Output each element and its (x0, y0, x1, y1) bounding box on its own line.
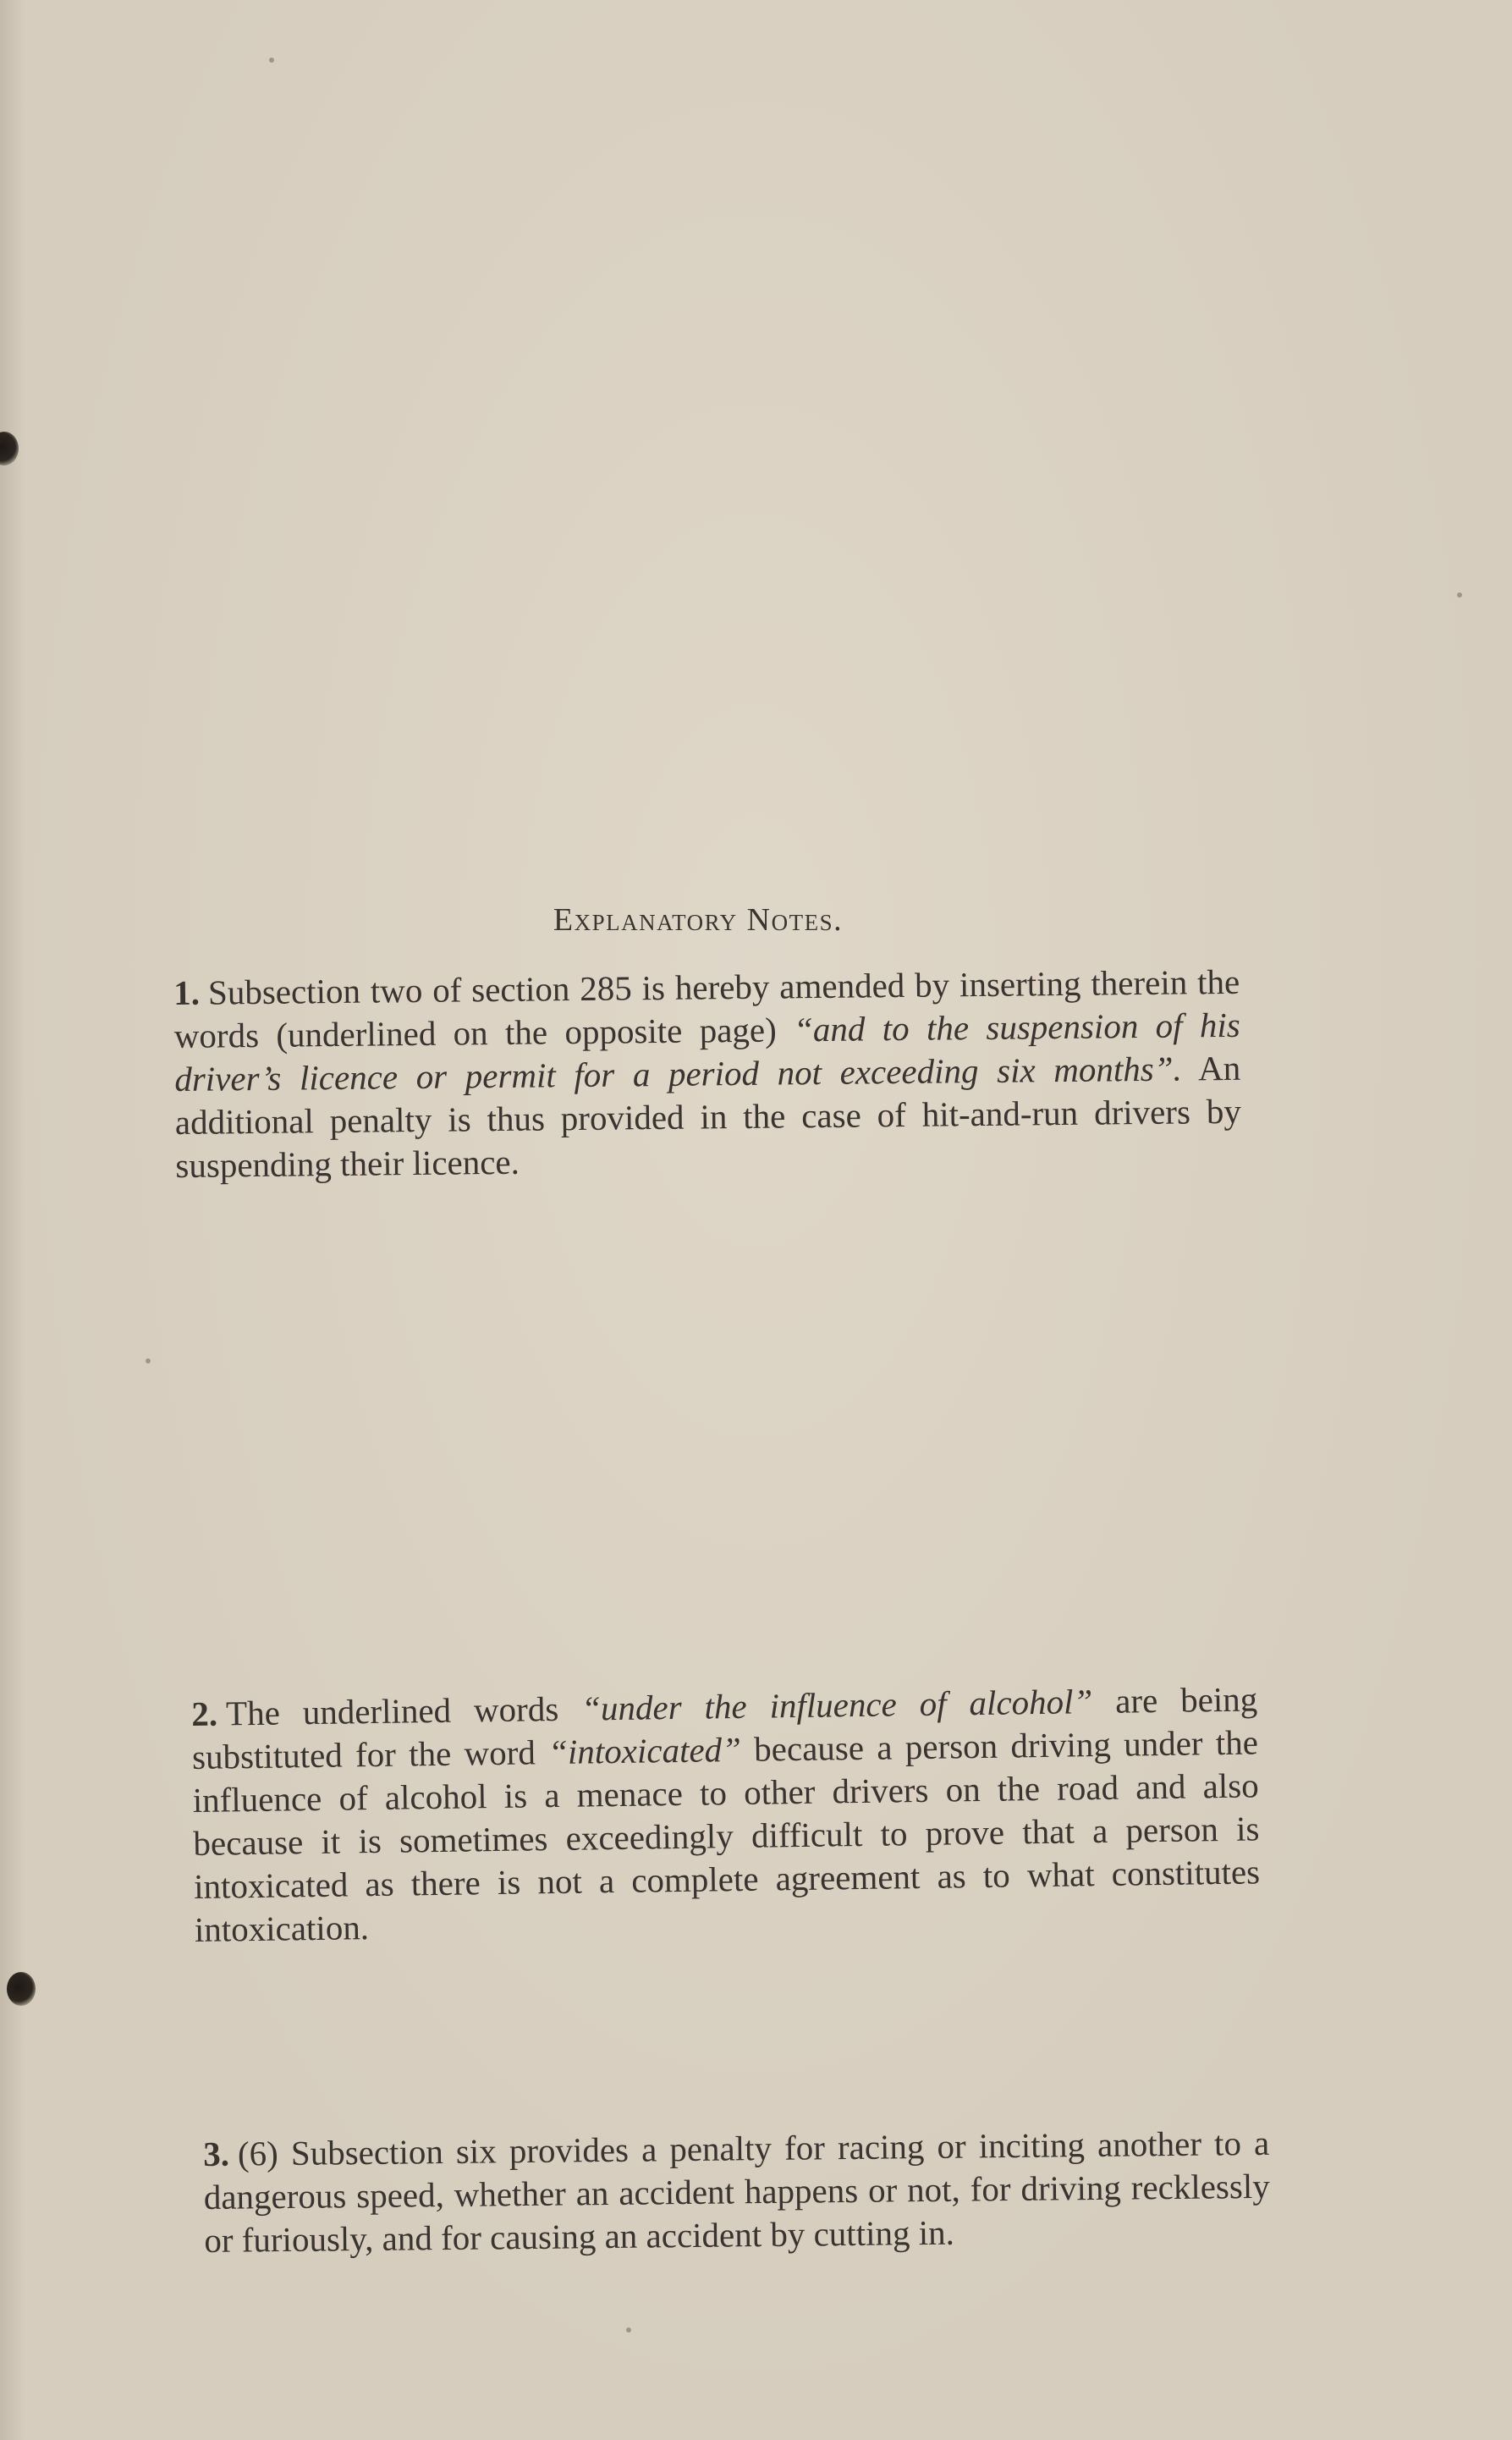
explanatory-note-2 (191, 1677, 1261, 1952)
note-text: because a person driving under the influence of alcohol is a menace to other drivers on the road and also because it is sometimes exceedingly difficult to prove that a person is intoxicated as there is not a complete agreement as to what constitutes intoxication. (192, 1722, 1261, 1949)
explanatory-note-3 (203, 2122, 1271, 2262)
note-text: (6) Subsection six provides a penalty for racing or inciting another to a dangerous speed, whether an accident happens or not, for driving recklessly or furiously, and for causing an accident by cutting in. (203, 2123, 1270, 2260)
note-quoted-text: “intoxicated” (547, 1729, 742, 1772)
note-text: An additional penalty is thus provided in the case of hit-and-run drivers by suspending their licence. (174, 1048, 1242, 1185)
note-text: The underlined words (225, 1688, 582, 1733)
binding-hole (7, 1972, 36, 2006)
page-heading: Explanatory Notes. (553, 902, 844, 938)
binding-hole (0, 432, 19, 465)
note-number: 1. (173, 972, 201, 1012)
note-text: Subsection two of section 285 is hereby amended by inserting therein the words (underlined on the opposite page) (173, 961, 1240, 1055)
note-number: 2. (191, 1694, 218, 1733)
note-quoted-text: “under the influence of alcohol” (580, 1682, 1093, 1728)
paper-speck (146, 1358, 151, 1363)
note-quoted-text: “and to the suspension of his driver’s licence or permit for a period not exceeding six months”. (174, 1005, 1240, 1099)
paper-speck (626, 2327, 631, 2333)
paper-speck (1457, 592, 1462, 598)
paper-speck (269, 58, 274, 63)
explanatory-note-1 (173, 961, 1242, 1187)
note-number: 3. (203, 2134, 230, 2173)
note-text: are being substituted for the word (191, 1679, 1258, 1776)
